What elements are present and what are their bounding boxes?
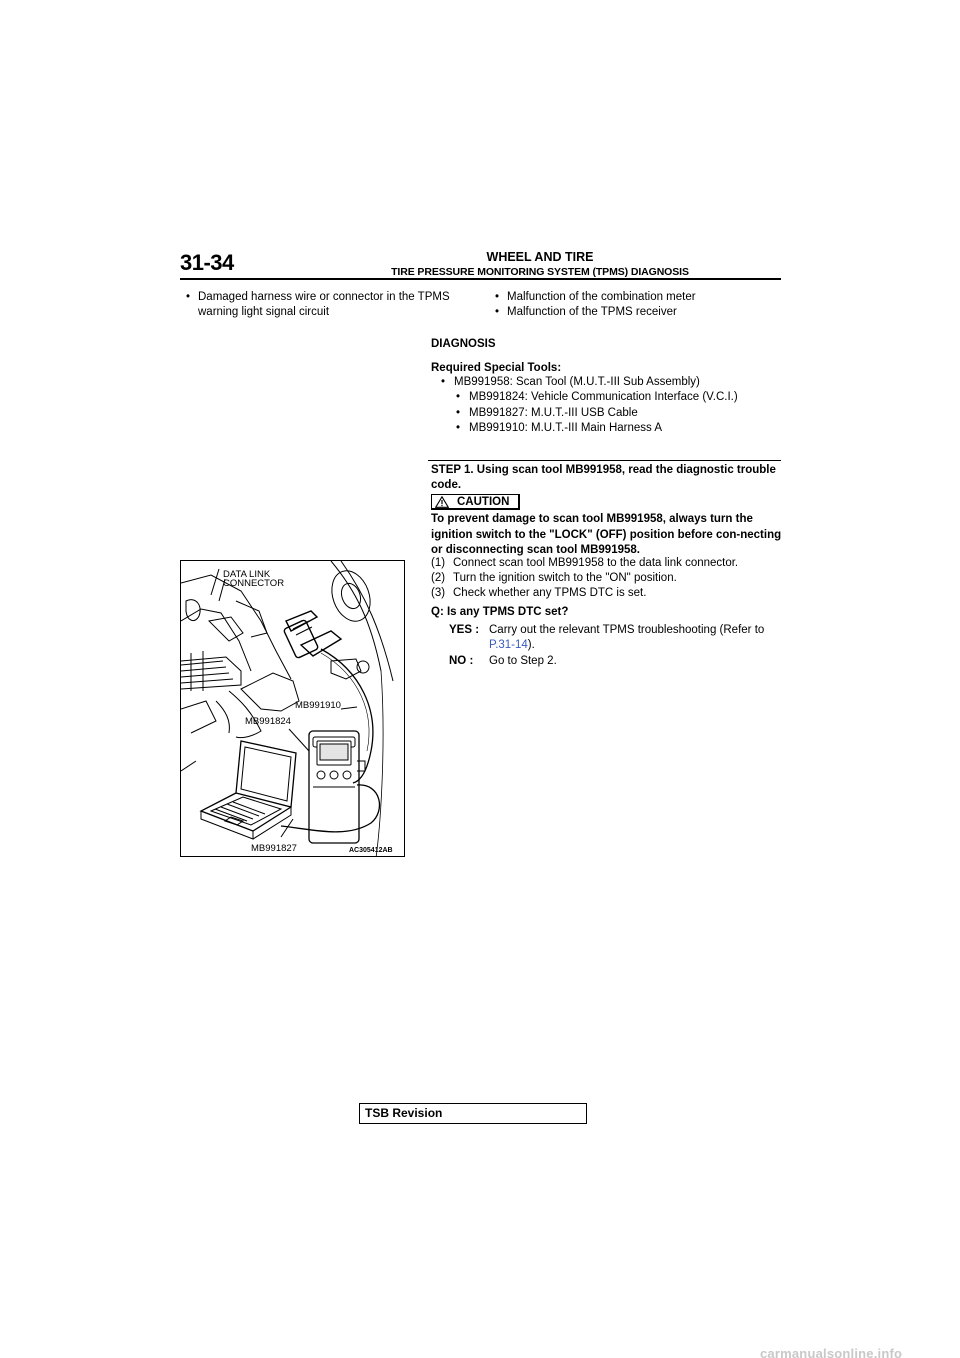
yes-text: Carry out the relevant TPMS troubleshooting (Refer to <box>489 624 765 636</box>
instruction-text: Connect scan tool MB991958 to the data link connector. <box>453 557 739 569</box>
yes-text-end: ). <box>527 639 535 651</box>
warning-triangle-icon <box>435 496 449 508</box>
tool-item: • MB991824: Vehicle Communication Interface (V.C.I.) <box>452 390 738 406</box>
causes-left-list <box>180 290 480 319</box>
watermark: carmanualsonline.info <box>760 1346 903 1358</box>
page-reference-link[interactable]: P.31-14 <box>489 639 528 651</box>
label-connector: CONNECTOR <box>223 578 285 589</box>
caution-label: CAUTION <box>457 495 510 508</box>
no-label: NO : <box>449 655 474 667</box>
scan-tool-illustration <box>181 561 405 857</box>
step-rule <box>428 460 781 461</box>
section-subtitle: TIRE PRESSURE MONITORING SYSTEM (TPMS) DIAGNOSIS <box>391 266 689 278</box>
instruction-list <box>431 556 783 601</box>
no-text: Go to Step 2. <box>489 655 557 667</box>
instruction-text: Turn the ignition switch to the "ON" position. <box>453 572 677 584</box>
cause-item: • Malfunction of the TPMS receiver <box>489 305 789 320</box>
label-mb991910: MB991910 <box>295 700 341 711</box>
caution-text: To prevent damage to scan tool MB991958, always turn the ignition switch to the "LOCK" (OFF) position before con-necting or disconnecting scan tool MB991958. <box>431 513 782 556</box>
instruction-item <box>431 556 783 571</box>
instruction-number: (3) <box>431 587 446 599</box>
figure-scan-tool-connection <box>180 560 405 857</box>
question: Q: Is any TPMS DTC set? <box>431 606 569 618</box>
label-mb991824: MB991824 <box>245 716 291 727</box>
section-title: WHEEL AND TIRE <box>486 250 594 264</box>
page-number: 31-34 <box>180 250 234 275</box>
diagnosis-heading: DIAGNOSIS <box>431 338 496 350</box>
label-mb991827: MB991827 <box>251 843 297 854</box>
tool-item: • MB991910: M.U.T.-III Main Harness A <box>452 421 738 437</box>
figure-code: AC305412AB <box>349 847 393 854</box>
header-rule <box>180 278 781 280</box>
tools-list <box>437 375 700 391</box>
causes-right-list <box>489 290 789 319</box>
tool-item: • MB991827: M.U.T.-III USB Cable <box>452 406 738 422</box>
answer-yes <box>449 623 784 653</box>
yes-label: YES : <box>449 624 480 636</box>
instruction-number: (2) <box>431 572 446 584</box>
tool-item: • MB991958: Scan Tool (M.U.T.-III Sub Assembly) <box>437 375 700 391</box>
cause-item: • Malfunction of the combination meter <box>489 290 789 305</box>
required-tools-heading: Required Special Tools: <box>431 362 562 374</box>
instruction-item <box>431 586 783 601</box>
caution-box <box>431 494 520 510</box>
label-data-link: DATA LINK <box>223 569 271 580</box>
cause-item: • Damaged harness wire or connector in the TPMS warning light signal circuit <box>180 290 480 319</box>
tsb-revision-box: TSB Revision <box>359 1103 587 1124</box>
step-title: STEP 1. Using scan tool MB991958, read the diagnostic trouble code. <box>431 464 776 491</box>
tools-list-sub <box>452 390 738 437</box>
instruction-number: (1) <box>431 557 446 569</box>
instruction-text: Check whether any TPMS DTC is set. <box>453 587 647 599</box>
instruction-item <box>431 571 783 586</box>
answer-no <box>449 654 784 669</box>
